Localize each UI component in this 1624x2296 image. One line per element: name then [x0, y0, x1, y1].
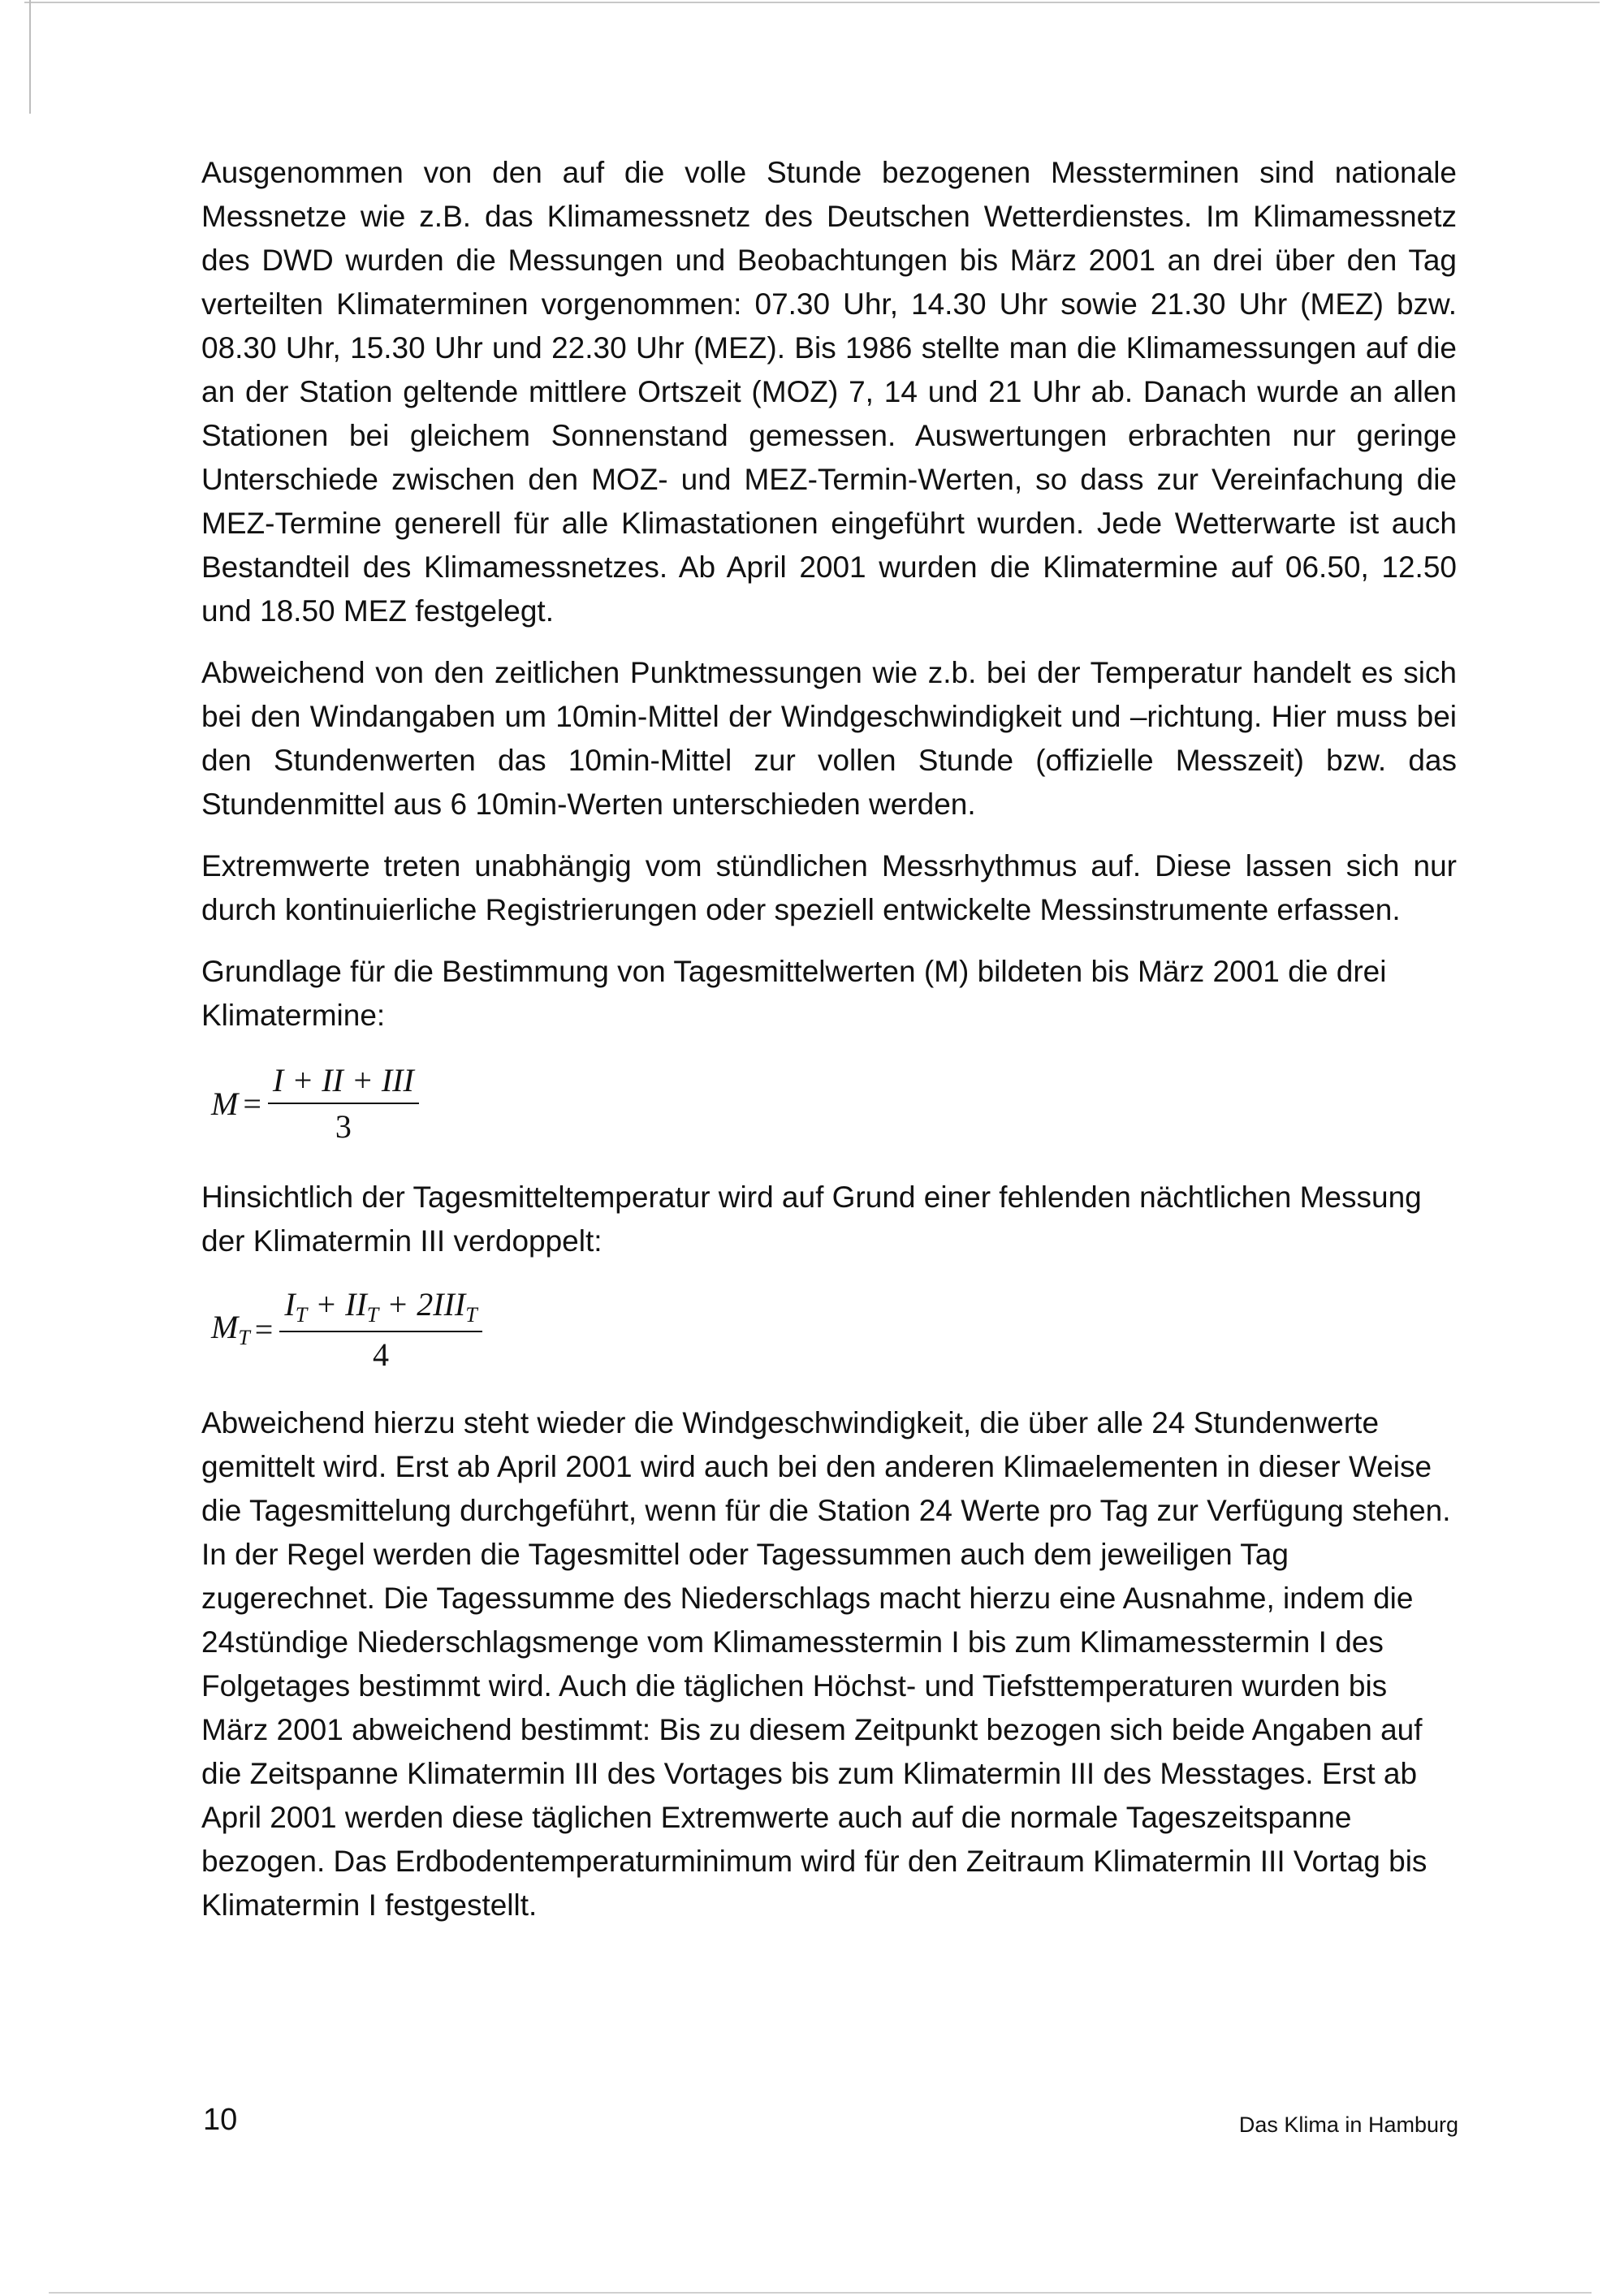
formula-temperatur-lhs: $M_T$	[211, 1309, 250, 1349]
paragraph-extremwerte: Extremwerte treten unabhängig vom stündlichen Messrhythmus auf. Diese lassen sich nur durch kontinuierliche Registrierungen oder speziell entwickelte Messinstrumente erfassen.	[201, 849, 1457, 926]
paragraph-windgeschwindigkeit: Abweichend hierzu steht wieder die Windgeschwindigkeit, die über alle 24 Stundenwerte gemittelt wird. Erst ab April 2001 wird auch bei den anderen Klimaelementen in dieser Weise die Tagesmittelung durchgeführt, wenn für die Station 24 Werte pro Tag zur Verfügung stehen. In der Regel werden die Tagesmittel oder Tagessummen auch dem jeweiligen Tag zugerechnet. Die Tagessumme des Niederschlags macht hierzu eine Ausnahme, indem die 24stündige Niederschlagsmenge vom Klimamesstermin I bis zum Klimamesstermin I des Folgetages bestimmt wird. Auch die täglichen Höchst- und Tiefsttemperaturen wurden bis März 2001 abweichend bestimmt: Bis zu diesem Zeitpunkt bezogen sich beide Angaben auf die Zeitspanne Klimatermin III des Vortages bis zum Klimatermin III des Messtages. Erst ab April 2001 werden diese täglichen Extremwerte auch auf die normale Tageszeitspanne bezogen. Das Erdbodentemperaturminimum wird für den Zeitraum Klimatermin III Vortag bis Klimatermin I festgestellt.	[201, 1406, 1451, 1922]
formula-temperatur-fraction	[279, 1285, 482, 1374]
paragraph-tagesmitteltemperatur: Hinsichtlich der Tagesmitteltemperatur wird auf Grund einer fehlenden nächtlichen Messung der Klimatermin III verdoppelt:	[201, 1180, 1422, 1258]
page-body	[201, 151, 1457, 1945]
scan-edge-bottom	[49, 2292, 1592, 2294]
formula-tagesmittel-numerator: I + II + III	[268, 1061, 419, 1104]
formula-tagesmittel-denominator: 3	[335, 1108, 352, 1145]
paragraph-messnetze: Ausgenommen von den auf die volle Stunde bezogenen Messterminen sind nationale Messnetze wie z.B. das Klimamessnetz des Deutschen Wetterdienstes. Im Klimamessnetz des DWD wurden die Messungen und Beobachtungen bis März 2001 an drei über den Tag verteilten Klimaterminen vorgenommen: 07.30 Uhr, 14.30 Uhr sowie 21.30 Uhr (MEZ) bzw. 08.30 Uhr, 15.30 Uhr und 22.30 Uhr (MEZ). Bis 1986 stellte man die Klimamessungen auf die an der Station geltende mittlere Ortszeit (MOZ) 7, 14 und 21 Uhr ab. Danach wurde an allen Stationen bei gleichem Sonnenstand gemessen. Auswertungen erbrachten nur geringe Unterschiede zwischen den MOZ- und MEZ-Termin-Werten, so dass zur Vereinfachung die MEZ-Termine generell für alle Klimastationen eingeführt wurden. Jede Wetterwarte ist auch Bestandteil des Klimamessnetzes. Ab April 2001 wurden die Klimatermine auf 06.50, 12.50 und 18.50 MEZ festgelegt.	[201, 156, 1457, 628]
formula-temperatur-equals: =	[254, 1310, 274, 1348]
formula-temperatur-numerator: $I_T + II_T + 2III_T$	[279, 1285, 482, 1332]
formula-tagesmitteltemperatur	[211, 1281, 1457, 1377]
paragraph-tagesmittel-intro: Grundlage für die Bestimmung von Tagesmittelwerten (M) bildeten bis März 2001 die drei Klimatermine:	[201, 955, 1387, 1032]
formula-tagesmittel-fraction	[268, 1061, 419, 1146]
running-footer-title: Das Klima in Hamburg	[1238, 2113, 1458, 2137]
scan-edge-left	[29, 0, 31, 114]
paragraph-windangaben: Abweichend von den zeitlichen Punktmessungen wie z.b. bei der Temperatur handelt es sich bei den Windangaben um 10min-Mittel der Windgeschwindigkeit und –richtung. Hier muss bei den Stundenwerten das 10min-Mittel zur vollen Stunde (offizielle Messzeit) bzw. das Stundenmittel aus 6 10min-Werten unterschieden werden.	[201, 656, 1457, 821]
formula-tagesmittel-equals: =	[243, 1085, 261, 1122]
page-number: 10	[203, 2103, 238, 2137]
formula-tagesmittel-lhs: M	[211, 1085, 239, 1122]
scan-edge-top	[24, 2, 1600, 3]
formula-tagesmittel	[211, 1055, 1457, 1151]
formula-temperatur-denominator: 4	[373, 1336, 390, 1373]
